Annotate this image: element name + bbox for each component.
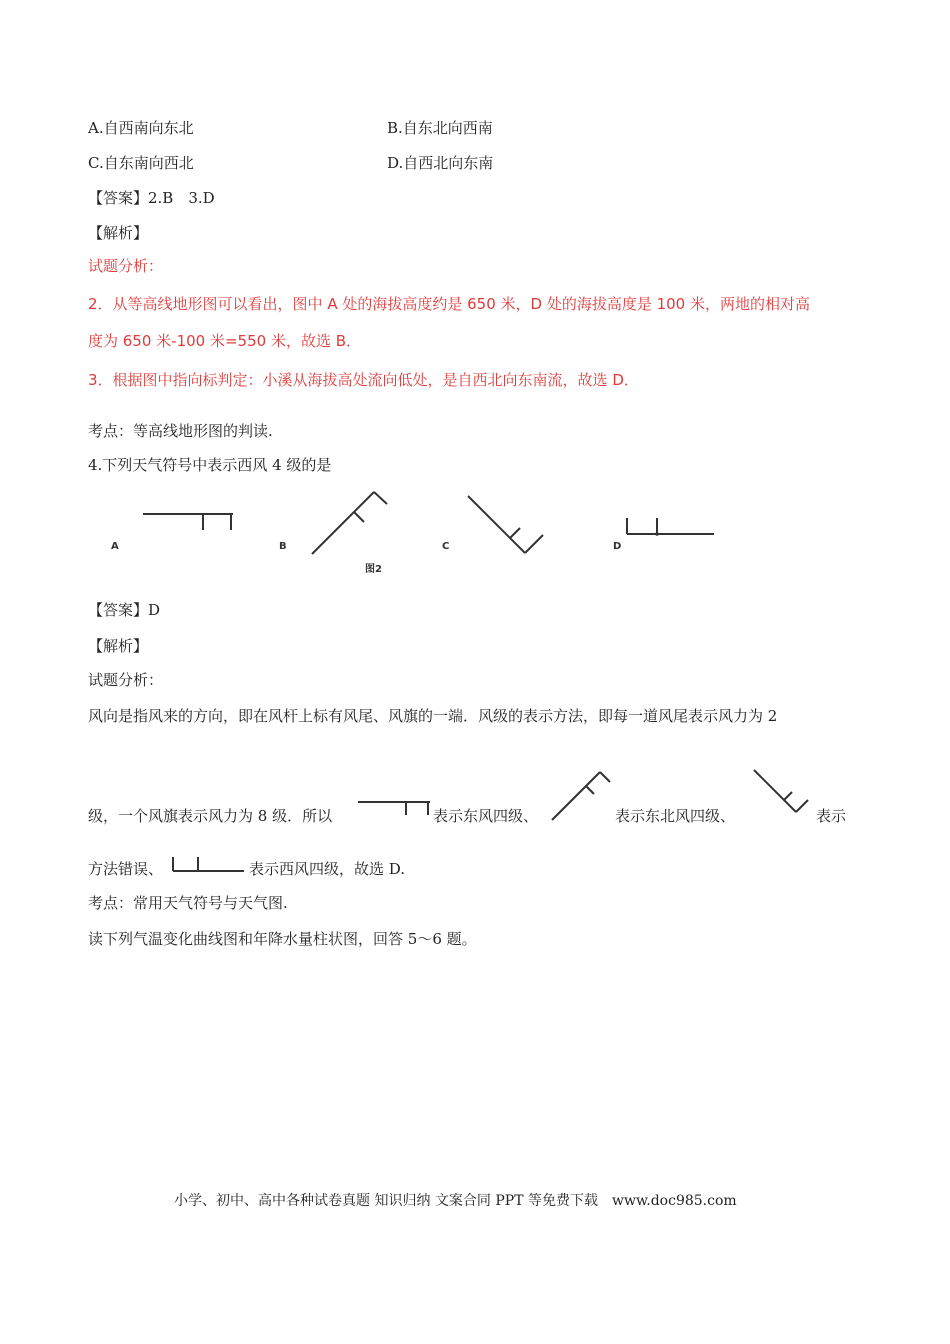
- analysis-label: 【解析】: [88, 224, 149, 242]
- figure-label-c: C: [442, 541, 450, 552]
- figure-label-b: B: [279, 541, 287, 552]
- figure-label-a: A: [111, 541, 119, 552]
- explain-line2-c: 表示东北风四级、: [615, 807, 736, 825]
- wind-symbol-c: [468, 496, 543, 553]
- option-b: B.自东北向西南: [387, 119, 493, 137]
- explain-line2-b: 表示东风四级、: [433, 807, 539, 825]
- option-d: D.自西北向东南: [387, 154, 494, 172]
- page-footer: 小学、初中、高中各种试卷真题 知识归纳 文案合同 PPT 等免费下载 www.doc985.com: [174, 1193, 737, 1209]
- analysis-heading-2: 试题分析：: [88, 671, 164, 689]
- question-4: 4.下列天气符号中表示西风 4 级的是: [88, 456, 332, 474]
- analysis-item2-line2: 度为 650 米-100 米=550 米，故选 B．: [88, 332, 362, 350]
- reading-prompt: 读下列气温变化曲线图和年降水量柱状图，回答 5～6 题。: [88, 930, 477, 948]
- inline-symbol-northeast: [550, 766, 614, 828]
- figure-label-d: D: [613, 541, 622, 552]
- analysis-label-2: 【解析】: [88, 637, 149, 655]
- option-c: C.自东南向西北: [88, 154, 194, 172]
- wind-symbol-a: [143, 514, 233, 530]
- analysis-heading-red: 试题分析：: [88, 257, 164, 275]
- explain-line3-b: 表示西风四级，故选 D.: [249, 860, 406, 878]
- explain-line3-a: 方法错误、: [88, 860, 164, 878]
- wind-symbol-b: [312, 492, 387, 554]
- analysis-item2-line1: 2．从等高线地形图可以看出，图中 A 处的海拔高度约是 650 米，D 处的海拔高度是 100 米，两地的相对高: [88, 295, 810, 313]
- explain-line1: 风向是指风来的方向，即在风杆上标有风尾、风旗的一端．风级的表示方法，即每一道风尾表示风力为 2: [88, 707, 778, 725]
- kaodian-2: 考点：常用天气符号与天气图.: [88, 894, 288, 912]
- wind-symbols-figure: [100, 488, 740, 578]
- figure-caption: 图2: [365, 564, 382, 575]
- wind-symbol-d: [627, 518, 714, 536]
- inline-symbol-east: [356, 798, 434, 826]
- analysis-item3: 3．根据图中指向标判定：小溪从海拔高处流向低处，是自西北向东南流，故选 D．: [88, 371, 639, 389]
- answer-q2-3: 【答案】2.B 3.D: [88, 189, 215, 207]
- inline-symbol-west: [170, 852, 246, 880]
- wind-symbols-svg: [100, 488, 740, 578]
- explain-line2-d: 表示: [816, 807, 847, 825]
- answer-q4: 【答案】D: [88, 601, 161, 619]
- inline-symbol-c: [750, 766, 812, 824]
- explain-line2-a: 级，一个风旗表示风力为 8 级．所以: [88, 807, 333, 825]
- option-a: A.自西南向东北: [88, 119, 194, 137]
- kaodian-1: 考点：等高线地形图的判读.: [88, 422, 273, 440]
